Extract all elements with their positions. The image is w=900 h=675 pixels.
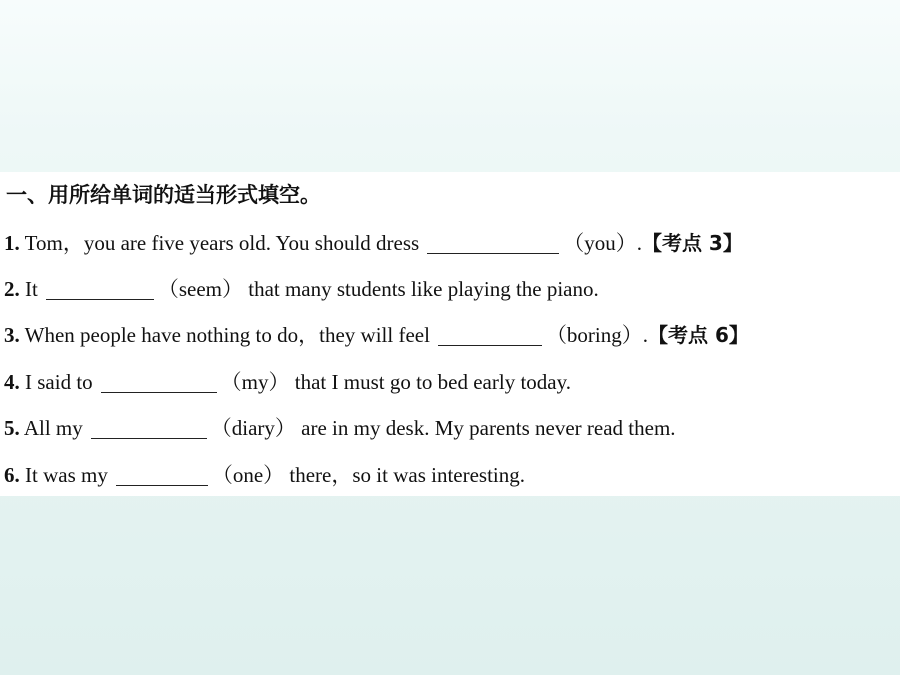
word-hint: （boring）.	[545, 323, 649, 347]
key-point-tag: 【考点 3】	[641, 231, 743, 255]
question-text: All my	[23, 416, 83, 440]
question-3	[4, 319, 749, 351]
word-hint: （diary）	[210, 416, 296, 440]
question-2	[4, 273, 599, 305]
question-text-after: there，so it was interesting.	[289, 463, 526, 487]
question-1	[4, 227, 743, 259]
section-heading: 一、用所给单词的适当形式填空。	[6, 183, 321, 207]
question-number: 2.	[4, 277, 20, 301]
question-text: It was my	[25, 463, 108, 487]
question-text: Tom，you are five years old. You should dress	[24, 231, 420, 255]
question-5	[4, 412, 676, 444]
word-hint: （one）	[211, 463, 285, 487]
answer-blank[interactable]	[101, 370, 217, 393]
answer-blank[interactable]	[46, 277, 154, 300]
question-number: 6.	[4, 463, 20, 487]
question-text-after: are in my desk. My parents never read them.	[301, 416, 676, 440]
question-number: 1.	[4, 231, 20, 255]
answer-blank[interactable]	[91, 416, 207, 439]
question-text: I said to	[25, 370, 93, 394]
question-text-after: that many students like playing the piano.	[248, 277, 599, 301]
question-text: When people have nothing to do，they will feel	[24, 323, 430, 347]
word-hint: （you）.	[563, 231, 642, 255]
answer-blank[interactable]	[438, 323, 542, 346]
question-4	[4, 366, 571, 398]
question-text-after: that I must go to bed early today.	[294, 370, 571, 394]
question-text: It	[25, 277, 38, 301]
key-point-tag: 【考点 6】	[648, 323, 749, 347]
answer-blank[interactable]	[427, 231, 559, 254]
answer-blank[interactable]	[116, 463, 208, 486]
question-6	[4, 459, 525, 491]
question-number: 4.	[4, 370, 20, 394]
word-hint: （seem）	[157, 277, 243, 301]
question-number: 5.	[4, 416, 20, 440]
question-number: 3.	[4, 323, 20, 347]
word-hint: （my）	[220, 370, 290, 394]
